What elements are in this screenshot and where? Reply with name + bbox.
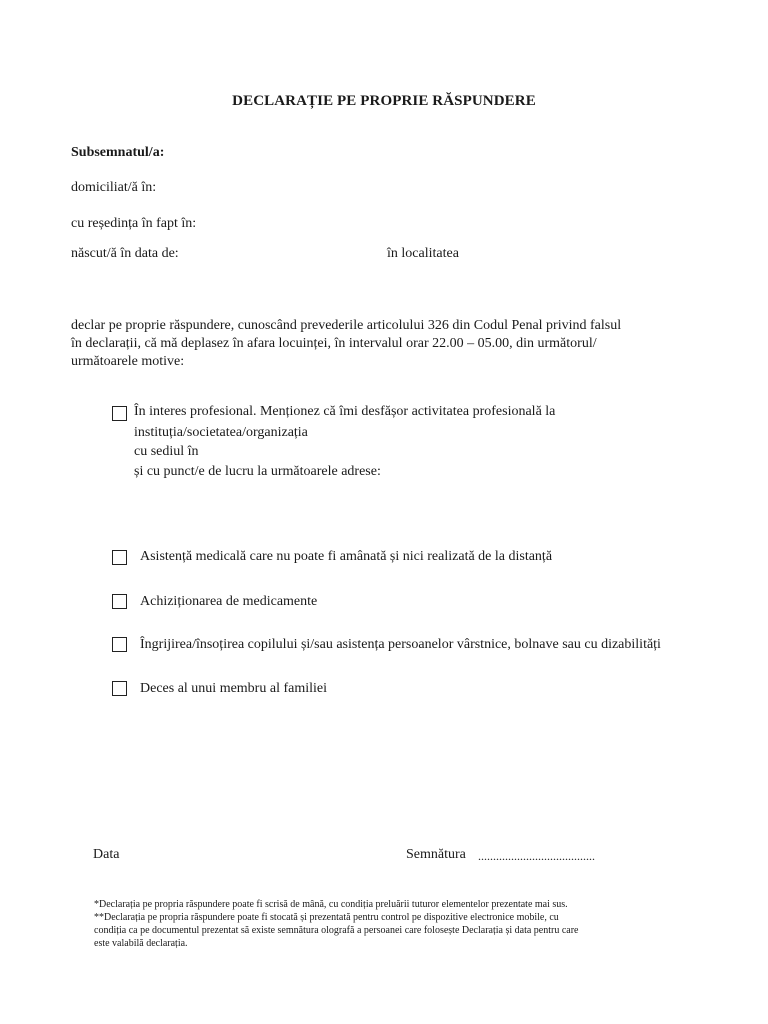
footnote-line: *Declarația pe propria răspundere poate fi scrisă de mână, cu condiția preluării tuturor elementelor prezentate mai sus.	[94, 899, 568, 910]
checkbox-interes-profesional[interactable]	[112, 406, 127, 421]
declaration-line: declar pe proprie răspundere, cunoscând prevederile articolului 326 din Codul Penal privind falsul	[71, 318, 622, 333]
footnote-line: este valabilă declarația.	[94, 938, 188, 949]
signature-label: Semnătura	[406, 847, 466, 862]
date-label: Data	[93, 847, 120, 862]
footnote-line: **Declarația pe propria răspundere poate fi stocată și prezentată pentru control pe dispozitive electronice mobile, cu	[94, 912, 559, 923]
option-interes-profesional-label: În interes profesional. Menționez că îmi desfășor activitatea profesională la	[134, 404, 556, 419]
checkbox-asistenta-medicala[interactable]	[112, 550, 127, 565]
domiciliat-label: domiciliat/ă în:	[71, 180, 157, 195]
option-sediu-line: cu sediul în	[134, 444, 199, 459]
footnote-line: condiția ca pe documentul prezentat să existe semnătura olografă a persoanei care folosește Declarația și data pentru care	[94, 925, 579, 936]
checkbox-medicamente[interactable]	[112, 594, 127, 609]
declaration-line: următoarele motive:	[71, 354, 185, 369]
signature-line: .......................................	[478, 849, 595, 863]
subsemnatul-label: Subsemnatul/a:	[71, 145, 165, 160]
footnotes	[94, 898, 714, 950]
option-institutie-line: instituția/societatea/organizația	[134, 425, 308, 440]
nascut-label: născut/ă în data de:	[71, 246, 179, 261]
document-title: DECLARAȚIE PE PROPRIE RĂSPUNDERE	[232, 93, 536, 109]
option-asistenta-medicala-label: Asistență medicală care nu poate fi amânată și nici realizată de la distanță	[140, 549, 553, 564]
option-medicamente-label: Achiziționarea de medicamente	[140, 594, 318, 609]
resedinta-label: cu reședința în fapt în:	[71, 216, 197, 231]
checkbox-ingrijire-copil[interactable]	[112, 637, 127, 652]
option-punct-lucru-line: și cu punct/e de lucru la următoarele adrese:	[134, 464, 381, 479]
localitatea-label: în localitatea	[387, 246, 459, 261]
option-ingrijire-copil-label: Îngrijirea/însoțirea copilului și/sau asistența persoanelor vârstnice, bolnave sau cu dizabilități	[140, 637, 661, 652]
declaration-paragraph	[71, 317, 621, 371]
option-deces-label: Deces al unui membru al familiei	[140, 681, 327, 696]
declaration-line: în declarații, că mă deplasez în afara locuinței, în intervalul orar 22.00 – 05.00, din următorul/	[71, 336, 597, 351]
checkbox-deces[interactable]	[112, 681, 127, 696]
